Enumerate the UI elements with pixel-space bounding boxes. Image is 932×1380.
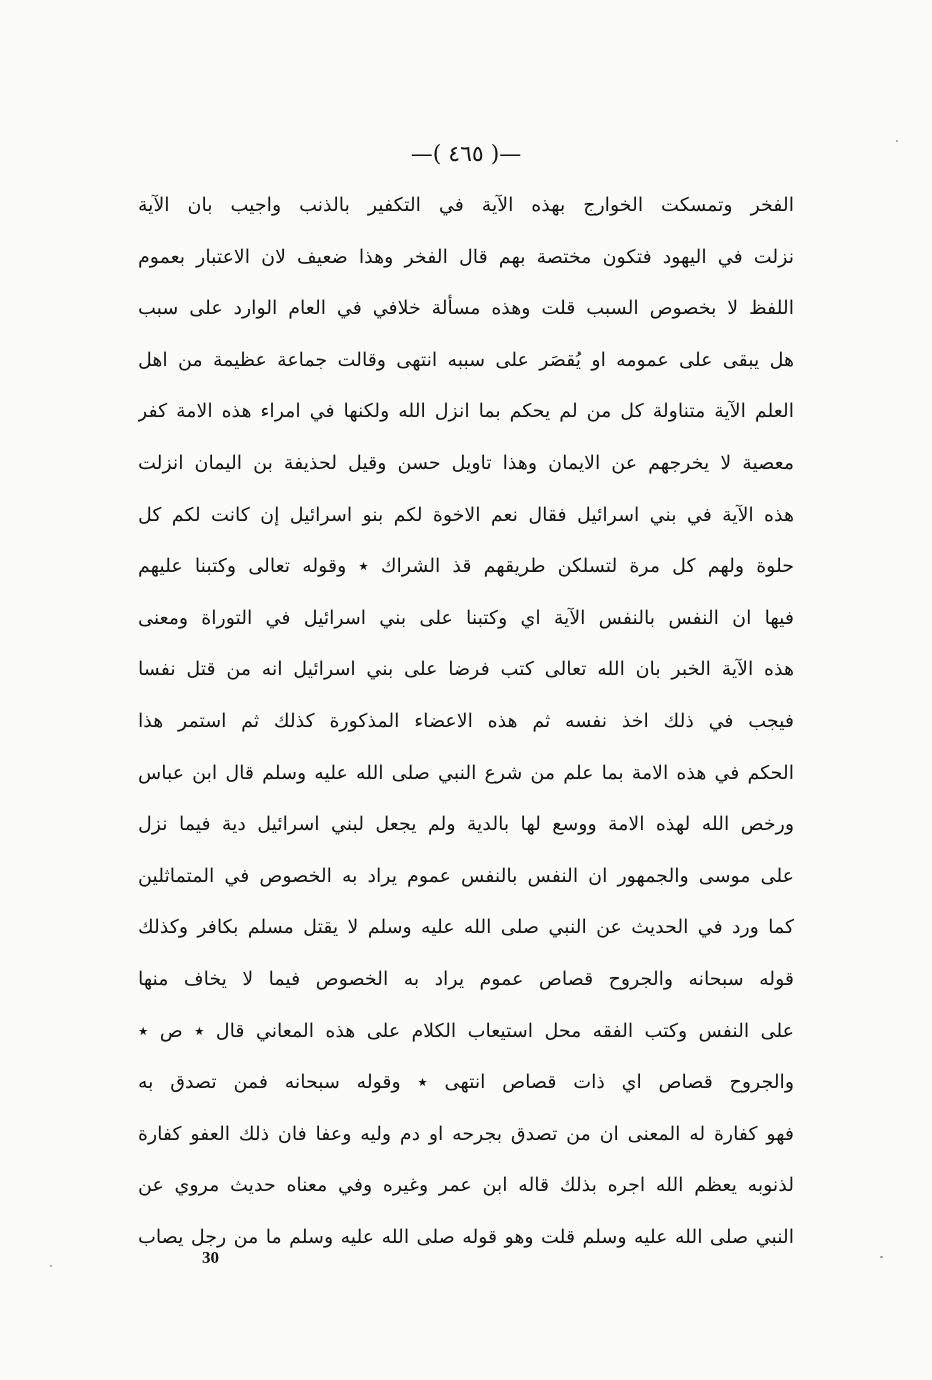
text-line: النبي صلى الله عليه وسلم قلت وهو قوله صلى الله عليه وسلم ما من رجل يصاب [138, 1225, 794, 1248]
text-line: اللفظ لا بخصوص السبب قلت وهذه مسألة خلافي في العام الوارد على سبب [138, 297, 794, 320]
text-line: هل يبقى على عمومه او يُقصَر على سببه انتهى وقالت جماعة عظيمة من اهل [138, 348, 794, 371]
text-line: هذه الآية الخبر بان الله تعالى كتب فرضا على بني اسرائيل انه من قتل نفسا [138, 658, 794, 681]
text-line: العلم الآية متناولة كل من لم يحكم بما انزل الله ولكنها في امراء هذه الامة كفر [138, 400, 794, 423]
text-line: والجروح قصاص اي ذات قصاص انتهى ٭ وقوله سبحانه فمن تصدق به [138, 1071, 794, 1094]
signature-mark: 30 [202, 1248, 219, 1267]
text-line: فيجب في ذلك اخذ نفسه ثم هذه الاعضاء المذكورة كذلك ثم استمر هذا [138, 709, 794, 732]
text-line: الفخر وتمسكت الخوارج بهذه الآية في التكفير بالذنب واجيب بان الآية [138, 194, 794, 216]
text-line: هذه الآية في بني اسرائيل فقال نعم الاخوة لكم بنو اسرائيل إن كانت لكم كل [138, 503, 794, 526]
text-line: فيها ان النفس بالنفس الآية اي وكتبنا على بني اسرائيل في التوراة ومعنى [138, 606, 794, 629]
paper-speck [880, 1256, 883, 1258]
text-line: ورخص الله لهذه الامة ووسع لها بالدية ولم يجعل لبني اسرائيل دية فيما نزل [138, 813, 794, 836]
paper-speck [896, 140, 898, 142]
text-line: معصية لا يخرجهم عن الايمان وهذا تاويل حسن وقيل لحذيفة بن اليمان انزلت [138, 451, 794, 474]
text-line: فهو كفارة له المعنى ان من تصدق بجرحه او دم وليه وعفا فان ذلك العفو كفارة [138, 1122, 794, 1145]
text-line: الحكم في هذه الامة بما علم من شرع النبي صلى الله عليه وسلم قال ابن عباس [138, 761, 794, 784]
text-line: على النفس وكتب الفقه محل استيعاب الكلام على هذه المعاني قال ٭ ص ٭ [138, 1019, 794, 1042]
text-line: كما ورد في الحديث عن النبي صلى الله عليه وسلم لا يقتل مسلم بكافر وكذلك [138, 916, 794, 939]
text-line: نزلت في اليهود فتكون مختصة بهم قال الفخر وهذا ضعيف لان الاعتبار بعموم [138, 245, 794, 268]
text-line: لذنوبه يعظم الله اجره بذلك قاله ابن عمر وغيره وفي معناه حديث مروي عن [138, 1174, 794, 1197]
text-line: حلوة ولهم كل مرة لتسلكن طريقهم قذ الشراك ٭ وقوله تعالى وكتبنا عليهم [138, 555, 794, 578]
page-number: —( ٤٦٥ )— [410, 142, 522, 167]
text-line: على موسى والجمهور ان النفس بالنفس عموم يراد به الخصوص في المتماثلين [138, 864, 794, 887]
body-text [138, 180, 794, 1263]
text-line: قوله سبحانه والجروح قصاص عموم يراد به الخصوص فيما لا يخاف منها [138, 967, 794, 990]
paper-speck [50, 1265, 52, 1267]
